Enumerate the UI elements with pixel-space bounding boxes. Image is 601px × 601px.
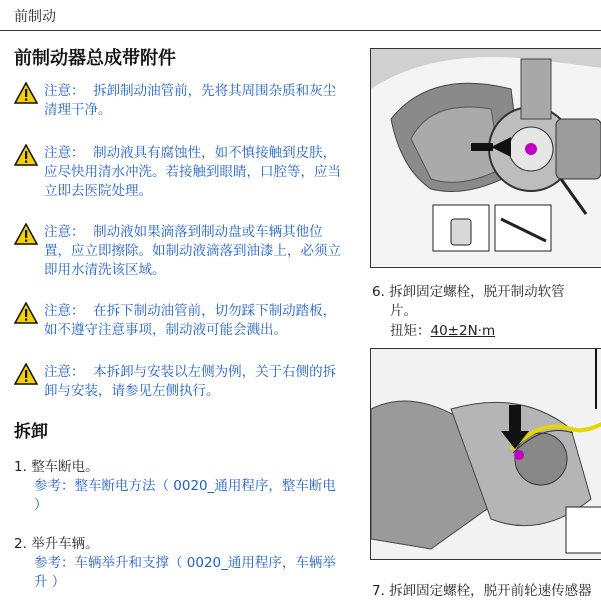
- caution-note-3: 注意： 制动液如果滴落到制动盘或车辆其他位置，应立即擦除。如制动液滴落到油漆上，必须立即用水清洗该区域。: [14, 223, 344, 280]
- reference-link[interactable]: 参考：整车断电方法（ 0020_通用程序，整车断电 ）: [34, 478, 336, 513]
- caution-note-4: 注意： 在拆下制动油管前，切勿踩下制动踏板，如不遵守注意事项，制动液可能会溅出。: [14, 302, 344, 340]
- warning-icon: [14, 223, 38, 245]
- reference-link[interactable]: 参考：车辆举升和支撑（ 0020_通用程序，车辆举升 ）: [34, 555, 336, 590]
- step6-line1: 6. 拆卸固定螺栓，脱开制动软管: [372, 284, 565, 300]
- caution-note-2: 注意： 制动液具有腐蚀性，如不慎接触到皮肤，应尽快用清水冲洗。若接触到眼睛，口腔等，应当立即去医院处理。: [14, 144, 344, 201]
- caliper-bolt-figure: [370, 348, 601, 560]
- section-title-removal: 拆卸: [14, 422, 48, 442]
- brake-hose-figure: [370, 48, 601, 268]
- header-divider: [0, 30, 601, 31]
- caution-note-5: 注意： 本拆卸与安装以左侧为例，关于右侧的拆卸与安装，请参见左侧执行。: [14, 363, 344, 401]
- section-header: 前制动: [14, 9, 56, 25]
- step7-text: 7. 拆卸固定螺栓，脱开前轮速传感器: [372, 583, 592, 599]
- page-title: 前制动器总成带附件: [14, 48, 176, 69]
- brake-caliper-illustration: [371, 349, 601, 559]
- warning-icon: [14, 144, 38, 166]
- step-item-1: 1. 整车断电。 参考：整车断电方法（ 0020_通用程序，整车断电 ）: [14, 458, 344, 515]
- warning-icon: [14, 82, 38, 104]
- wheel-hub-illustration: [371, 49, 601, 267]
- step6-line2: 片。: [390, 303, 417, 319]
- caution-note-1: 注意： 拆卸制动油管前，先将其周围杂质和灰尘清理干净。: [14, 82, 344, 120]
- warning-icon: [14, 363, 38, 385]
- step6-torque: 扭矩：40±2N·m: [390, 323, 496, 339]
- warning-icon: [14, 302, 38, 324]
- step-item-2: 2. 举升车辆。 参考：车辆举升和支撑（ 0020_通用程序，车辆举升 ）: [14, 535, 344, 592]
